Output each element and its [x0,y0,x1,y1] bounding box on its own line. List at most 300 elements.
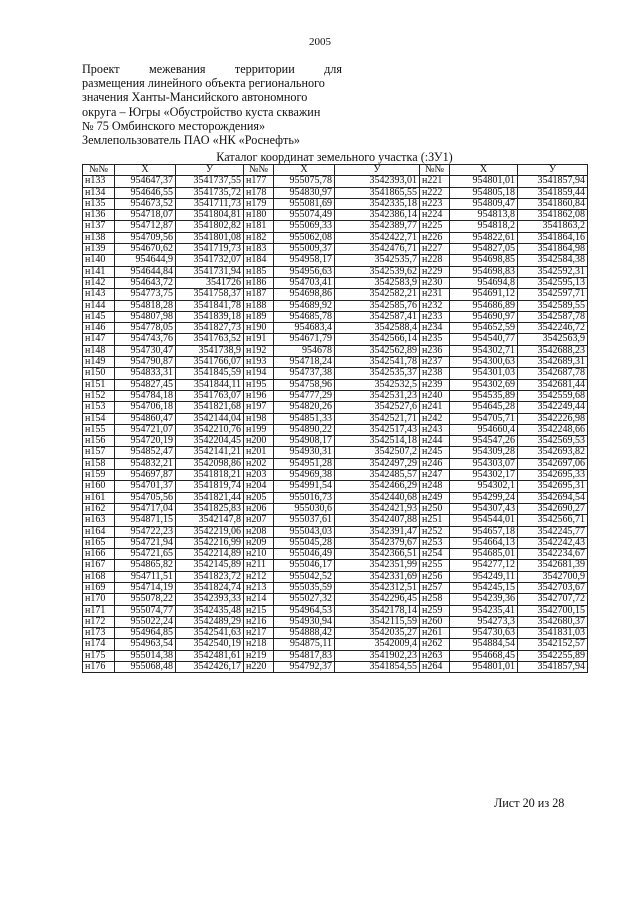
y-value-cell: 3542587,78 [518,311,588,322]
y-value-cell: 3542541,78 [335,357,420,368]
y-value-cell: 3542204,45 [176,436,244,447]
x-value-cell: 954685,01 [450,549,518,560]
x-value-cell: 955074,77 [115,605,176,616]
x-value-cell: 954718,07 [115,210,176,221]
table-row [83,390,588,401]
point-id-cell: н231 [420,289,450,300]
y-value-cell: 3542566,71 [518,515,588,526]
point-id-cell: н223 [420,198,450,209]
point-id-cell: н200 [244,436,274,447]
y-value-cell: 3542700,15 [518,605,588,616]
point-id-cell: н133 [83,176,115,187]
x-value-cell: 954670,62 [115,244,176,255]
x-value-cell: 954711,51 [115,571,176,582]
column-header-x: X [450,165,518,176]
table-row [83,481,588,492]
point-id-cell: н166 [83,549,115,560]
table-row [83,447,588,458]
y-value-cell: 3542507,2 [335,447,420,458]
point-id-cell: н172 [83,616,115,627]
point-id-cell: н150 [83,368,115,379]
x-value-cell: 954277,12 [450,560,518,571]
point-id-cell: н202 [244,458,274,469]
y-value-cell: 3542009,4 [335,639,420,650]
y-value-cell: 3542695,31 [518,481,588,492]
y-value-cell: 3542440,68 [335,492,420,503]
y-value-cell: 3541738,9 [176,345,244,356]
y-value-cell: 3541857,94 [518,662,588,673]
point-id-cell: н178 [244,187,274,198]
x-value-cell: 954807,98 [115,311,176,322]
y-value-cell: 3541804,81 [176,210,244,221]
x-value-cell: 954652,59 [450,323,518,334]
y-value-cell: 3542527,6 [335,402,420,413]
y-value-cell: 3542255,89 [518,650,588,661]
x-value-cell: 955046,49 [274,549,335,560]
table-row [83,628,588,639]
y-value-cell: 3542700,9 [518,571,588,582]
y-value-cell: 3541732,07 [176,255,244,266]
point-id-cell: н250 [420,503,450,514]
point-id-cell: н146 [83,323,115,334]
point-id-cell: н239 [420,379,450,390]
table-row [83,549,588,560]
point-id-cell: н154 [83,413,115,424]
y-value-cell: 3542389,77 [335,221,420,232]
point-id-cell: н215 [244,605,274,616]
table-row [83,515,588,526]
x-value-cell: 955045,28 [274,537,335,548]
point-id-cell: н170 [83,594,115,605]
x-value-cell: 954801,01 [450,176,518,187]
column-header-y: У [518,165,588,176]
point-id-cell: н227 [420,244,450,255]
x-value-cell: 954690,97 [450,311,518,322]
table-row [83,639,588,650]
point-id-cell: н148 [83,345,115,356]
y-value-cell: 3542707,72 [518,594,588,605]
point-id-cell: н235 [420,334,450,345]
y-value-cell: 3542588,4 [335,323,420,334]
x-value-cell: 954302,71 [450,345,518,356]
point-id-cell: н234 [420,323,450,334]
x-value-cell: 954790,87 [115,357,176,368]
x-value-cell: 954860,47 [115,413,176,424]
point-id-cell: н185 [244,266,274,277]
table-row [83,492,588,503]
point-id-cell: н203 [244,470,274,481]
y-value-cell: 3542689,31 [518,357,588,368]
x-value-cell: 954890,22 [274,424,335,435]
point-id-cell: н230 [420,277,450,288]
x-value-cell: 954705,71 [450,413,518,424]
x-value-cell: 954813,8 [450,210,518,221]
x-value-cell: 955078,22 [115,594,176,605]
x-value-cell: 954718,24 [274,357,335,368]
x-value-cell: 954709,56 [115,232,176,243]
point-id-cell: н257 [420,582,450,593]
y-value-cell: 3542585,76 [335,300,420,311]
y-value-cell: 3542393,01 [335,176,420,187]
point-id-cell: н205 [244,492,274,503]
point-id-cell: н160 [83,481,115,492]
y-value-cell: 3542517,43 [335,424,420,435]
point-id-cell: н236 [420,345,450,356]
y-value-cell: 3541801,08 [176,232,244,243]
y-value-cell: 3542145,89 [176,560,244,571]
y-value-cell: 3541864,98 [518,244,588,255]
header-line: Землепользователь ПАО «НК «Роснефть» [82,133,301,148]
point-id-cell: н137 [83,221,115,232]
header-line: Проект межевания территории для [82,62,342,76]
x-value-cell: 955027,32 [274,594,335,605]
x-value-cell: 954784,18 [115,390,176,401]
y-value-cell: 3542407,88 [335,515,420,526]
point-id-cell: н210 [244,549,274,560]
y-value-cell: 3542098,86 [176,458,244,469]
x-value-cell: 954698,86 [274,289,335,300]
x-value-cell: 954302,17 [450,470,518,481]
x-value-cell: 954956,63 [274,266,335,277]
x-value-cell: 954535,89 [450,390,518,401]
point-id-cell: н174 [83,639,115,650]
table-row [83,345,588,356]
table-row [83,266,588,277]
y-value-cell: 3541731,94 [176,266,244,277]
point-id-cell: н198 [244,413,274,424]
x-value-cell: 954888,42 [274,628,335,639]
table-row [83,413,588,424]
point-id-cell: н141 [83,266,115,277]
y-value-cell: 3542466,29 [335,481,420,492]
y-value-cell: 3541819,74 [176,481,244,492]
point-id-cell: н169 [83,582,115,593]
table-row [83,210,588,221]
x-value-cell: 954908,17 [274,436,335,447]
x-value-cell: 954818,28 [115,300,176,311]
table-row [83,605,588,616]
column-header-y: У [335,165,420,176]
y-value-cell: 3542141,21 [176,447,244,458]
y-value-cell: 3542335,18 [335,198,420,209]
point-id-cell: н153 [83,402,115,413]
table-row [83,582,588,593]
x-value-cell: 954691,12 [450,289,518,300]
y-value-cell: 3542566,14 [335,334,420,345]
point-id-cell: н204 [244,481,274,492]
table-row [83,221,588,232]
point-id-cell: н264 [420,662,450,673]
point-id-cell: н260 [420,616,450,627]
table-row [83,300,588,311]
point-id-cell: н251 [420,515,450,526]
y-value-cell: 3542559,68 [518,390,588,401]
column-header-point: №№ [83,165,115,176]
y-value-cell: 3542245,77 [518,526,588,537]
x-value-cell: 955046,17 [274,560,335,571]
y-value-cell: 3542690,27 [518,503,588,514]
x-value-cell: 954852,47 [115,447,176,458]
y-value-cell: 3542210,76 [176,424,244,435]
table-row [83,176,588,187]
x-value-cell: 954643,72 [115,277,176,288]
point-id-cell: н258 [420,594,450,605]
x-value-cell: 954644,84 [115,266,176,277]
x-value-cell: 954703,41 [274,277,335,288]
y-value-cell: 3542351,99 [335,560,420,571]
x-value-cell: 954683,4 [274,323,335,334]
column-header-y: У [176,165,244,176]
point-id-cell: н184 [244,255,274,266]
y-value-cell: 3542587,41 [335,311,420,322]
point-id-cell: н206 [244,503,274,514]
table-row [83,650,588,661]
x-value-cell: 954951,28 [274,458,335,469]
point-id-cell: н159 [83,470,115,481]
x-value-cell: 954705,56 [115,492,176,503]
x-value-cell: 954930,31 [274,447,335,458]
x-value-cell: 954778,05 [115,323,176,334]
x-value-cell: 954701,37 [115,481,176,492]
x-value-cell: 954694,8 [450,277,518,288]
point-id-cell: н186 [244,277,274,288]
x-value-cell: 955014,38 [115,650,176,661]
y-value-cell: 3541711,73 [176,198,244,209]
point-id-cell: н238 [420,368,450,379]
x-value-cell: 954792,37 [274,662,335,673]
y-value-cell: 3542582,21 [335,289,420,300]
point-id-cell: н243 [420,424,450,435]
x-value-cell: 954644,9 [115,255,176,266]
x-value-cell: 954249,11 [450,571,518,582]
y-value-cell: 3541864,16 [518,232,588,243]
x-value-cell: 954544,01 [450,515,518,526]
x-value-cell: 954721,94 [115,537,176,548]
y-value-cell: 3542379,67 [335,537,420,548]
x-value-cell: 954827,05 [450,244,518,255]
x-value-cell: 954830,97 [274,187,335,198]
y-value-cell: 3542569,53 [518,436,588,447]
point-id-cell: н136 [83,210,115,221]
table-row [83,379,588,390]
y-value-cell: 3542331,69 [335,571,420,582]
point-id-cell: н188 [244,300,274,311]
y-value-cell: 3542521,71 [335,413,420,424]
catalog-title: Каталог координат земельного участка (:ЗУ1) [216,150,453,164]
point-id-cell: н179 [244,198,274,209]
point-id-cell: н189 [244,311,274,322]
y-value-cell: 3541825,83 [176,503,244,514]
table-row [83,537,588,548]
y-value-cell: 3542226,98 [518,413,588,424]
point-id-cell: н158 [83,458,115,469]
column-header-x: X [115,165,176,176]
x-value-cell: 954302,1 [450,481,518,492]
point-id-cell: н195 [244,379,274,390]
point-id-cell: н208 [244,526,274,537]
y-value-cell: 3542680,37 [518,616,588,627]
y-value-cell: 3542435,48 [176,605,244,616]
y-value-cell: 3541737,55 [176,176,244,187]
y-value-cell: 3542366,51 [335,549,420,560]
x-value-cell: 954809,47 [450,198,518,209]
y-value-cell: 3541841,78 [176,300,244,311]
x-value-cell: 954720,19 [115,436,176,447]
x-value-cell: 954730,47 [115,345,176,356]
point-id-cell: н261 [420,628,450,639]
point-id-cell: н224 [420,210,450,221]
y-value-cell: 3542296,45 [335,594,420,605]
y-value-cell: 3541735,72 [176,187,244,198]
point-id-cell: н190 [244,323,274,334]
x-value-cell: 955074,49 [274,210,335,221]
x-value-cell: 954671,79 [274,334,335,345]
y-value-cell: 3542489,29 [176,616,244,627]
y-value-cell: 3542583,9 [335,277,420,288]
x-value-cell: 954721,65 [115,549,176,560]
x-value-cell: 955043,03 [274,526,335,537]
header-line: округа – Югры «Обустройство куста скважин [82,104,321,119]
x-value-cell: 954722,23 [115,526,176,537]
table-row [83,244,588,255]
y-value-cell: 3542115,59 [335,616,420,627]
point-id-cell: н232 [420,300,450,311]
x-value-cell: 954239,36 [450,594,518,605]
x-value-cell: 954302,69 [450,379,518,390]
x-value-cell: 954668,45 [450,650,518,661]
y-value-cell: 3542497,29 [335,458,420,469]
table-body [83,176,588,673]
y-value-cell: 3541865,55 [335,187,420,198]
y-value-cell: 3541823,72 [176,571,244,582]
point-id-cell: н262 [420,639,450,650]
point-id-cell: н181 [244,221,274,232]
x-value-cell: 954832,21 [115,458,176,469]
point-id-cell: н253 [420,537,450,548]
y-value-cell: 3541844,11 [176,379,244,390]
table-row [83,289,588,300]
point-id-cell: н187 [244,289,274,300]
y-value-cell: 3541726 [176,277,244,288]
y-value-cell: 3542216,99 [176,537,244,548]
point-id-cell: н171 [83,605,115,616]
table-row [83,311,588,322]
y-value-cell: 3541862,08 [518,210,588,221]
x-value-cell: 954300,63 [450,357,518,368]
point-id-cell: н167 [83,560,115,571]
table-row [83,560,588,571]
y-value-cell: 3542249,44 [518,402,588,413]
x-value-cell: 954717,04 [115,503,176,514]
point-id-cell: н213 [244,582,274,593]
point-id-cell: н229 [420,266,450,277]
y-value-cell: 3541831,03 [518,628,588,639]
y-value-cell: 3541863,2 [518,221,588,232]
x-value-cell: 955062,08 [274,232,335,243]
point-id-cell: н180 [244,210,274,221]
point-id-cell: н151 [83,379,115,390]
point-id-cell: н196 [244,390,274,401]
point-id-cell: н155 [83,424,115,435]
point-id-cell: н248 [420,481,450,492]
point-id-cell: н164 [83,526,115,537]
point-id-cell: н176 [83,662,115,673]
x-value-cell: 954245,15 [450,582,518,593]
point-id-cell: н246 [420,458,450,469]
y-value-cell: 3541854,55 [335,662,420,673]
point-id-cell: н182 [244,232,274,243]
x-value-cell: 954963,54 [115,639,176,650]
y-value-cell: 3542219,06 [176,526,244,537]
point-id-cell: н220 [244,662,274,673]
point-id-cell: н263 [420,650,450,661]
x-value-cell: 954673,52 [115,198,176,209]
x-value-cell: 954697,87 [115,470,176,481]
y-value-cell: 3542152,57 [518,639,588,650]
table-row [83,277,588,288]
x-value-cell: 954875,11 [274,639,335,650]
point-id-cell: н217 [244,628,274,639]
x-value-cell: 955069,33 [274,221,335,232]
x-value-cell: 955022,24 [115,616,176,627]
y-value-cell: 3542214,89 [176,549,244,560]
x-value-cell: 954865,82 [115,560,176,571]
x-value-cell: 954871,15 [115,515,176,526]
point-id-cell: н135 [83,198,115,209]
x-value-cell: 955016,73 [274,492,335,503]
y-value-cell: 3542697,06 [518,458,588,469]
x-value-cell: 955037,61 [274,515,335,526]
point-id-cell: н199 [244,424,274,435]
point-id-cell: н168 [83,571,115,582]
y-value-cell: 3541719,73 [176,244,244,255]
y-value-cell: 3542386,14 [335,210,420,221]
point-id-cell: н244 [420,436,450,447]
column-header-point: №№ [420,165,450,176]
table-row [83,526,588,537]
y-value-cell: 3542391,47 [335,526,420,537]
y-value-cell: 3542540,19 [176,639,244,650]
x-value-cell: 954299,24 [450,492,518,503]
x-value-cell: 954964,53 [274,605,335,616]
point-id-cell: н143 [83,289,115,300]
y-value-cell: 3542595,13 [518,277,588,288]
point-id-cell: н252 [420,526,450,537]
point-id-cell: н207 [244,515,274,526]
y-value-cell: 3541902,23 [335,650,420,661]
x-value-cell: 954273,3 [450,616,518,627]
x-value-cell: 954969,38 [274,470,335,481]
table-row [83,458,588,469]
x-value-cell: 954805,18 [450,187,518,198]
y-value-cell: 3542562,89 [335,345,420,356]
table-row [83,503,588,514]
x-value-cell: 955068,48 [115,662,176,673]
y-value-cell: 3542147,8 [176,515,244,526]
y-value-cell: 3542589,55 [518,300,588,311]
x-value-cell: 954820,26 [274,402,335,413]
y-value-cell: 3542592,31 [518,266,588,277]
page-number: 2005 [309,36,331,48]
point-id-cell: н256 [420,571,450,582]
y-value-cell: 3542393,33 [176,594,244,605]
x-value-cell: 955035,59 [274,582,335,593]
point-id-cell: н142 [83,277,115,288]
x-value-cell: 954660,4 [450,424,518,435]
y-value-cell: 3541857,94 [518,176,588,187]
point-id-cell: н152 [83,390,115,401]
y-value-cell: 3542541,63 [176,628,244,639]
